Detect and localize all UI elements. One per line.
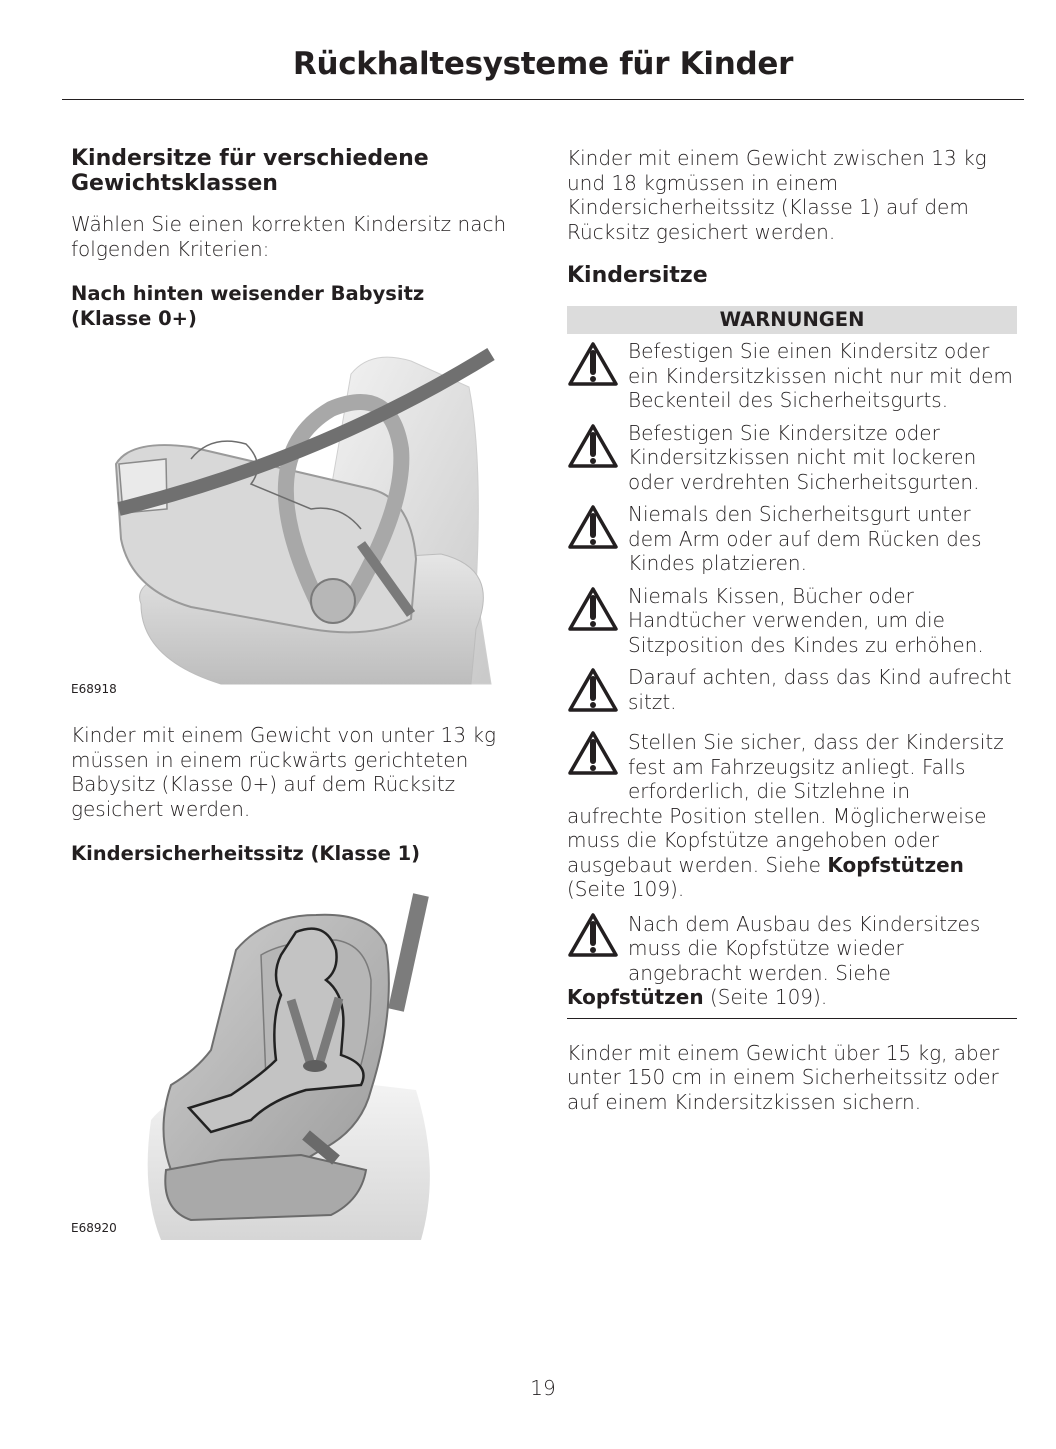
para-over-15kg: Kinder mit einem Gewicht über 15 kg, aber unter 150 cm in einem Sicherheitssitz oder auf einem Kindersitzkissen sichern. <box>567 1040 1000 1114</box>
para-under-13kg: Kinder mit einem Gewicht von unter 13 kg müssen in einem rückwärts gerichteten Babysitz (Klasse 0+) auf dem Rücksitz gesichert werden. <box>71 723 497 821</box>
section-heading-child-seats: Kindersitze <box>567 263 708 288</box>
warning-text-line: fest am Fahrzeugsitz anliegt. Falls <box>628 754 966 779</box>
warning-triangle-icon <box>567 586 619 632</box>
warning-text: Darauf achten, dass das Kind aufrecht sitzt. <box>628 665 1012 714</box>
warning-item <box>567 339 1017 413</box>
warning-item <box>567 584 1017 658</box>
warning-item-headrest <box>567 730 1017 902</box>
figure-rear-facing-baby-seat <box>71 339 531 709</box>
warning-text-line: muss die Kopfstütze wieder <box>628 936 904 960</box>
figure-id: E68920 <box>71 1221 117 1235</box>
warning-triangle-icon <box>567 423 619 469</box>
warning-item <box>567 665 1017 714</box>
figure-id: E68918 <box>71 682 117 696</box>
warning-text-line: angebracht werden. Siehe <box>628 960 891 985</box>
headrest-link[interactable]: Kopfstützen <box>567 985 704 1009</box>
warning-text-line: Stellen Sie sicher, dass der Kindersitz <box>628 730 1004 754</box>
warning-text: Niemals Kissen, Bücher oder Handtücher verwenden, um die Sitzposition des Kindes zu erhöhen. <box>628 583 984 657</box>
warning-triangle-icon <box>567 912 619 958</box>
right-column <box>567 146 1017 1114</box>
figure-class-1-seat <box>71 870 531 1240</box>
warning-text: Niemals den Sicherheitsgurt unter dem Arm oder auf dem Rücken des Kindes platzieren. <box>628 502 982 575</box>
warnings-list <box>567 339 1017 1010</box>
warning-triangle-icon <box>567 667 619 713</box>
baby-seat-illustration <box>71 339 531 709</box>
warning-text-flow <box>567 804 1017 902</box>
warning-item <box>567 502 1017 576</box>
warning-text: aufrechte Position stellen. Möglicherweise muss die Kopfstütze angehoben oder ausgebaut werden. Siehe <box>567 803 987 877</box>
para-13-to-18kg: Kinder mit einem Gewicht zwischen 13 kg und 18 kgmüssen in einem Kindersicherheitssitz (Klasse 1) auf dem Rücksitz gesichert werden. <box>567 146 987 244</box>
warning-item-remove-seat <box>567 912 1017 1010</box>
warning-triangle-icon <box>567 730 619 776</box>
warnings-header: WARNUNGEN <box>567 306 1017 334</box>
page-number: 19 <box>530 1376 556 1400</box>
child-seat-illustration <box>71 870 531 1240</box>
warning-text-line: erforderlich, die Sitzlehne in <box>628 779 911 803</box>
warning-triangle-icon <box>567 341 619 387</box>
page-reference: (Seite 109). <box>703 985 828 1009</box>
title-divider <box>62 99 1024 100</box>
subheading-rear-facing-seat: Nach hinten weisender Babysitz (Klasse 0+) <box>71 282 425 330</box>
warning-text-line: Nach dem Ausbau des Kindersitzes <box>628 911 981 936</box>
section-heading-weight-classes: Kindersitze für verschiedene Gewichtsklassen <box>71 146 429 196</box>
warning-triangle-icon <box>567 504 619 550</box>
page-reference: (Seite 109). <box>567 877 685 901</box>
subheading-class-1-seat: Kindersicherheitssitz (Klasse 1) <box>71 842 421 865</box>
page-title: Rückhaltesysteme für Kinder <box>292 46 794 82</box>
warnings-end-divider <box>567 1018 1017 1019</box>
left-column <box>71 146 531 1240</box>
warning-item <box>567 421 1017 495</box>
headrest-link[interactable]: Kopfstützen <box>827 852 964 877</box>
warning-text: Befestigen Sie Kindersitze oder Kindersitzkissen nicht mit lockeren oder verdrehten Sicherheitsgurten. <box>628 420 980 494</box>
warning-text: Befestigen Sie einen Kindersitz oder ein Kindersitzkissen nicht nur mit dem Beckenteil des Sicherheitsgurts. <box>628 339 1013 412</box>
warning-text-flow <box>567 985 1017 1010</box>
intro-text: Wählen Sie einen korrekten Kindersitz nach folgenden Kriterien: <box>71 212 507 261</box>
